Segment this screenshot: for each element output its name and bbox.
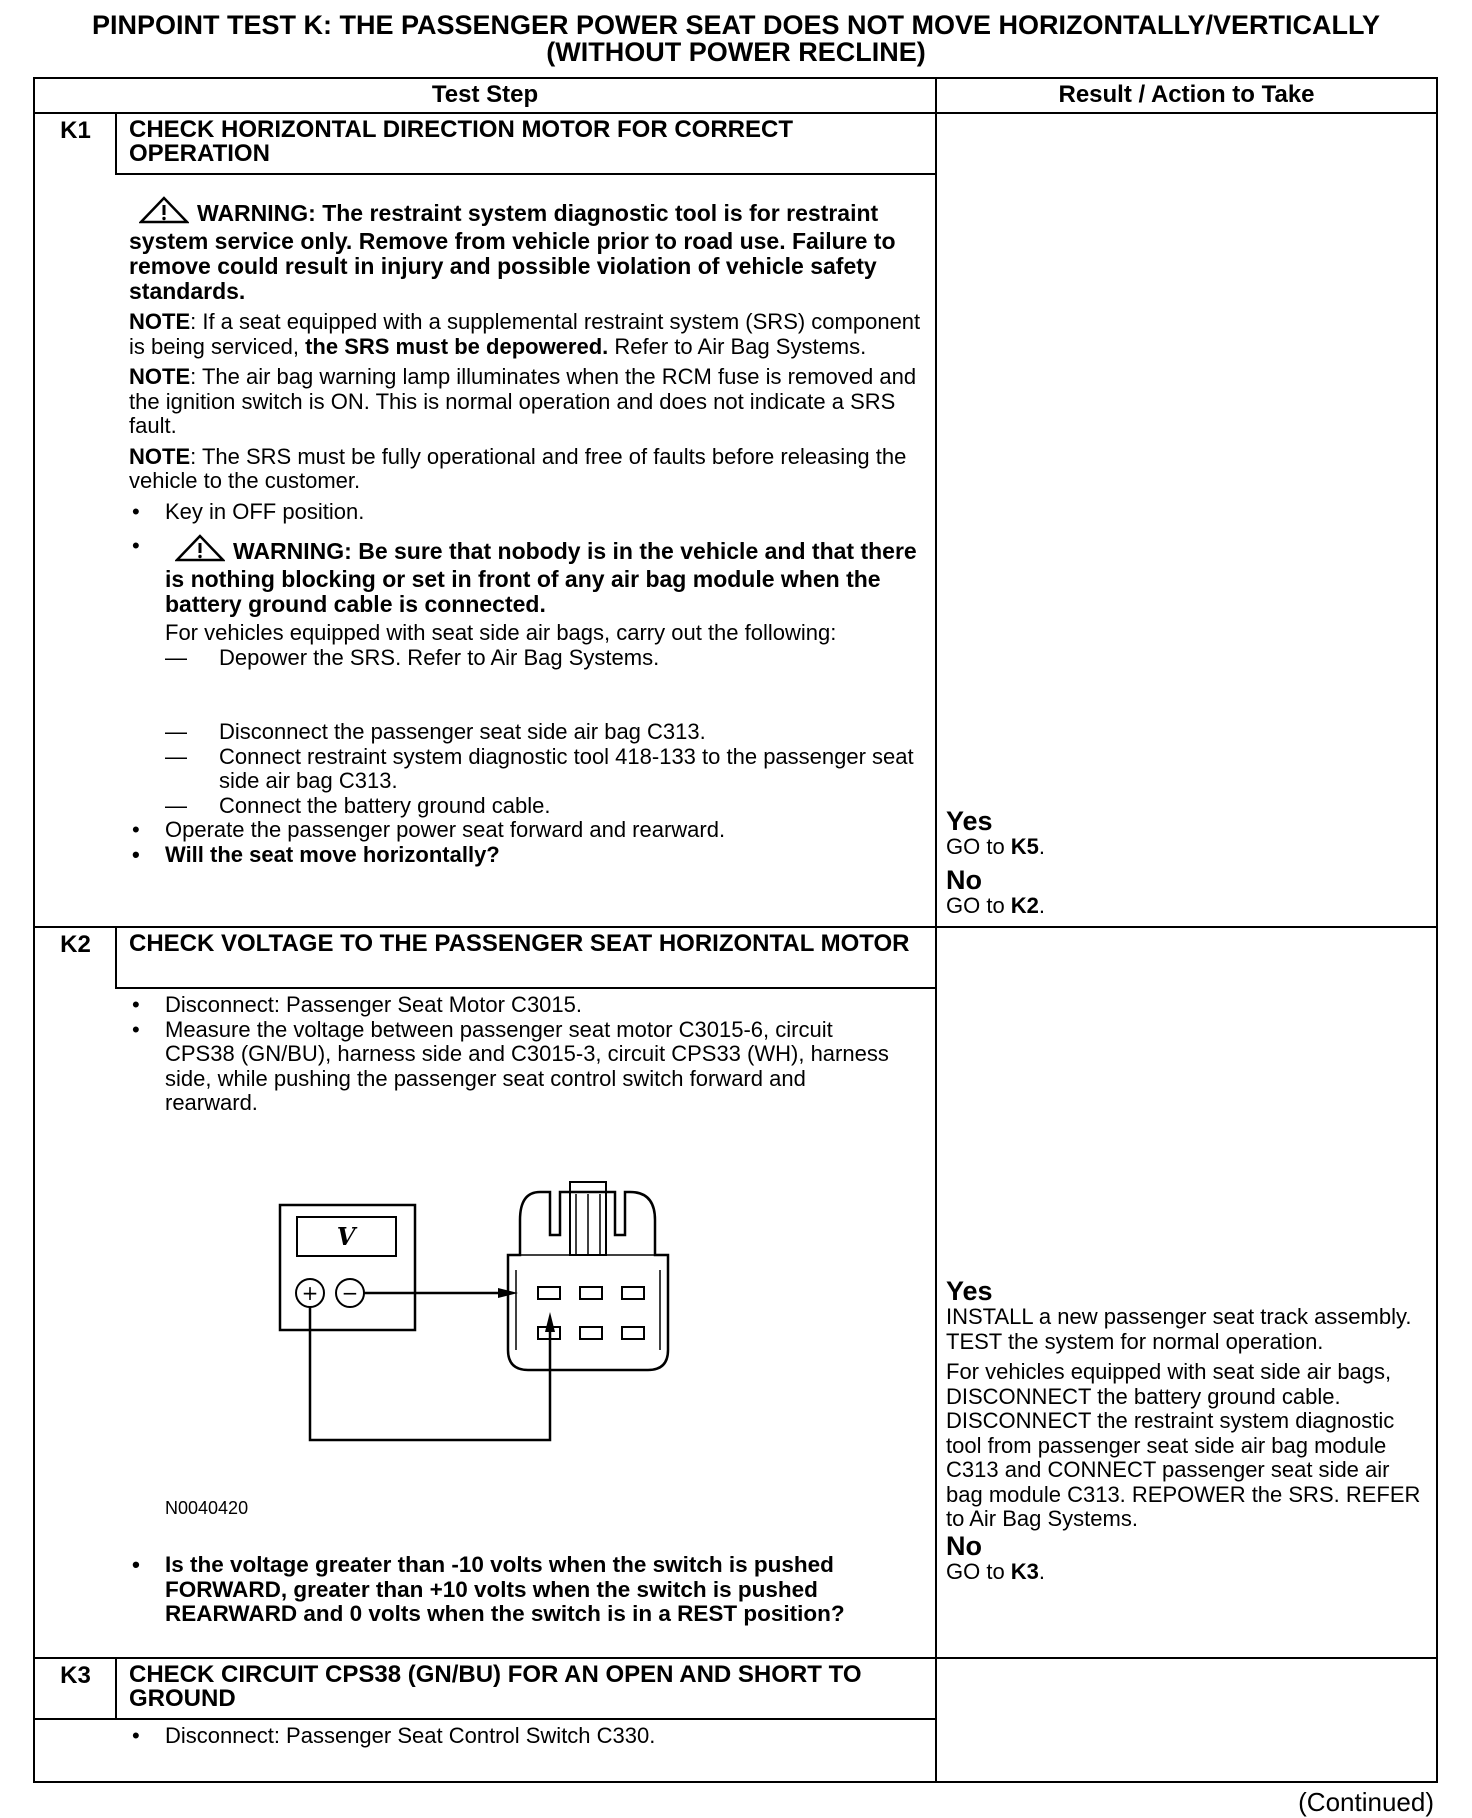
k2-no-label: No bbox=[946, 1530, 982, 1561]
k1-no-label: No bbox=[946, 864, 982, 895]
connector-pin bbox=[538, 1287, 560, 1299]
k2-yes-action-1: INSTALL a new passenger seat track assembly. TEST the system for normal operation. bbox=[946, 1304, 1412, 1354]
step-title-k2: CHECK VOLTAGE TO THE PASSENGER SEAT HORIZONTAL MOTOR bbox=[129, 930, 910, 957]
step-id-k1: K1 bbox=[60, 117, 91, 144]
k2-body-top bbox=[129, 993, 889, 1116]
k2-bottom-rule bbox=[33, 1657, 1438, 1659]
k1-bottom-rule bbox=[33, 926, 1438, 928]
header-test-step: Test Step bbox=[431, 81, 539, 108]
continued-label: (Continued) bbox=[1298, 1787, 1434, 1817]
k1-no-link[interactable]: K2 bbox=[1010, 892, 1039, 918]
k3-bullet-disconnect: • Disconnect: Passenger Seat Control Switch C330. bbox=[129, 1724, 919, 1749]
header-result-action: Result / Action to Take bbox=[1058, 81, 1315, 108]
k1-yes-label: Yes bbox=[946, 806, 993, 836]
k2-body-bottom bbox=[129, 1553, 899, 1627]
k1-bullet-operate-seat: • Operate the passenger power seat forward and rearward. bbox=[129, 818, 924, 843]
k1-dash-connect-tool: — Connect restraint system diagnostic tool 418-133 to the passenger seat side air bag C313. bbox=[165, 745, 924, 794]
k2-no-action: GO to K3. bbox=[946, 1558, 1046, 1584]
k2-title-rule bbox=[115, 987, 937, 989]
k1-title-rule bbox=[115, 173, 937, 175]
connector-pin bbox=[622, 1327, 644, 1339]
k1-yes-action: GO to K5. bbox=[946, 834, 1046, 859]
k3-title-rule bbox=[33, 1718, 937, 1720]
voltmeter-connector-diagram bbox=[270, 1180, 680, 1460]
k1-yes-link[interactable]: K5 bbox=[1010, 834, 1039, 859]
warning-triangle-icon bbox=[139, 196, 189, 229]
plus-terminal-label: + bbox=[301, 1281, 319, 1305]
k1-warning-restraint-tool: WARNING: The restraint system diagnostic tool is for restraint system service only. Remove from vehicle prior to road use. Failure to remove could result in injury and possible violation of vehicle safety standards. bbox=[129, 196, 924, 304]
k2-question: • Is the voltage greater than -10 volts when the switch is pushed FORWARD, greater than +10 volts when the switch is pushed REARWARD and 0 volts when the switch is in a REST position? bbox=[129, 1553, 899, 1627]
k1-question: • Will the seat move horizontally? bbox=[129, 843, 924, 868]
minus-terminal-label: − bbox=[341, 1281, 359, 1305]
voltmeter-symbol: V bbox=[336, 1222, 356, 1251]
page-title bbox=[34, 12, 1438, 66]
positive-probe-tip bbox=[545, 1312, 555, 1332]
k1-no-action: GO to K2. bbox=[946, 892, 1046, 918]
step-title-k1: CHECK HORIZONTAL DIRECTION MOTOR FOR CORRECT OPERATION bbox=[129, 116, 793, 167]
step-id-k3: K3 bbox=[60, 1662, 91, 1689]
k1-note-srs-operational: NOTE: The SRS must be fully operational and free of faults before releasing the vehicle to the customer. bbox=[129, 443, 907, 493]
divider-result-column bbox=[935, 77, 937, 1783]
page-title-line2: (WITHOUT POWER RECLINE) bbox=[546, 37, 926, 67]
k2-yes-action-2: For vehicles equipped with seat side air bags, DISCONNECT the battery ground cable. DISCONNECT the restraint system diagnostic tool from passenger seat side air bag module C313 and CONNECT passenger seat side air bag module C313. REPOWER the SRS. REFER to Air Bag Systems. bbox=[946, 1359, 1421, 1531]
k1-body bbox=[129, 196, 924, 867]
k1-result bbox=[946, 807, 1431, 918]
k2-bullet-measure: • Measure the voltage between passenger seat motor C3015-6, circuit CPS38 (GN/BU), harness side and C3015-3, circuit CPS33 (WH), harness side, while pushing the passenger seat control switch forward and rearward. bbox=[129, 1018, 889, 1116]
k2-figure-id: N0040420 bbox=[165, 1498, 249, 1518]
header-row-bottom-rule bbox=[33, 112, 1438, 114]
positive-lead bbox=[310, 1307, 550, 1440]
step-title-k3: CHECK CIRCUIT CPS38 (GN/BU) FOR AN OPEN AND SHORT TO GROUND bbox=[129, 1661, 862, 1712]
k2-bullet-disconnect: • Disconnect: Passenger Seat Motor C3015. bbox=[129, 993, 889, 1018]
connector-pin bbox=[622, 1287, 644, 1299]
k1-dash-depower: — Depower the SRS. Refer to Air Bag Systems. bbox=[165, 646, 924, 671]
k1-note-depower: NOTE: If a seat equipped with a supplemental restraint system (SRS) component is being serviced, the SRS must be depowered. Refer to Air Bag Systems. bbox=[129, 309, 921, 359]
k1-bullet-warning-nobody: • WARNING: Be sure that nobody is in the vehicle and that there is nothing blocking or set in front of any air bag module when the battery ground cable is connected. For vehicles equipped with seat side air bags, carry out the following: — Depower the SRS. Refer to Air Bag Systems. — Disconnect the passenger seat side air bag C313. — Connect restraint system diagnostic tool 418-133 to the passenger seat side air bag C313. — Connect the battery ground cable. bbox=[129, 534, 924, 818]
k1-side-bag-intro: For vehicles equipped with seat side air bags, carry out the following: bbox=[165, 620, 837, 645]
warning-triangle-icon bbox=[175, 534, 225, 567]
k1-dash-disconnect-c313: — Disconnect the passenger seat side air bag C313. bbox=[165, 720, 924, 745]
k1-dash-connect-ground: — Connect the battery ground cable. bbox=[165, 794, 924, 819]
connector-pin bbox=[580, 1287, 602, 1299]
connector-pin bbox=[580, 1327, 602, 1339]
k2-yes-label: Yes bbox=[946, 1276, 993, 1306]
k1-note-warning-lamp: NOTE: The air bag warning lamp illuminates when the RCM fuse is removed and the ignition switch is ON. This is normal operation and does not indicate a SRS fault. bbox=[129, 364, 917, 438]
k3-body bbox=[129, 1724, 919, 1749]
page-title-line1: PINPOINT TEST K: THE PASSENGER POWER SEAT DOES NOT MOVE HORIZONTALLY/VERTICALLY bbox=[91, 10, 1381, 40]
step-id-k2: K2 bbox=[60, 931, 91, 958]
k2-result bbox=[946, 1277, 1431, 1584]
k1-bullet-key-off: • Key in OFF position. bbox=[129, 500, 924, 525]
k2-no-link[interactable]: K3 bbox=[1010, 1558, 1039, 1584]
